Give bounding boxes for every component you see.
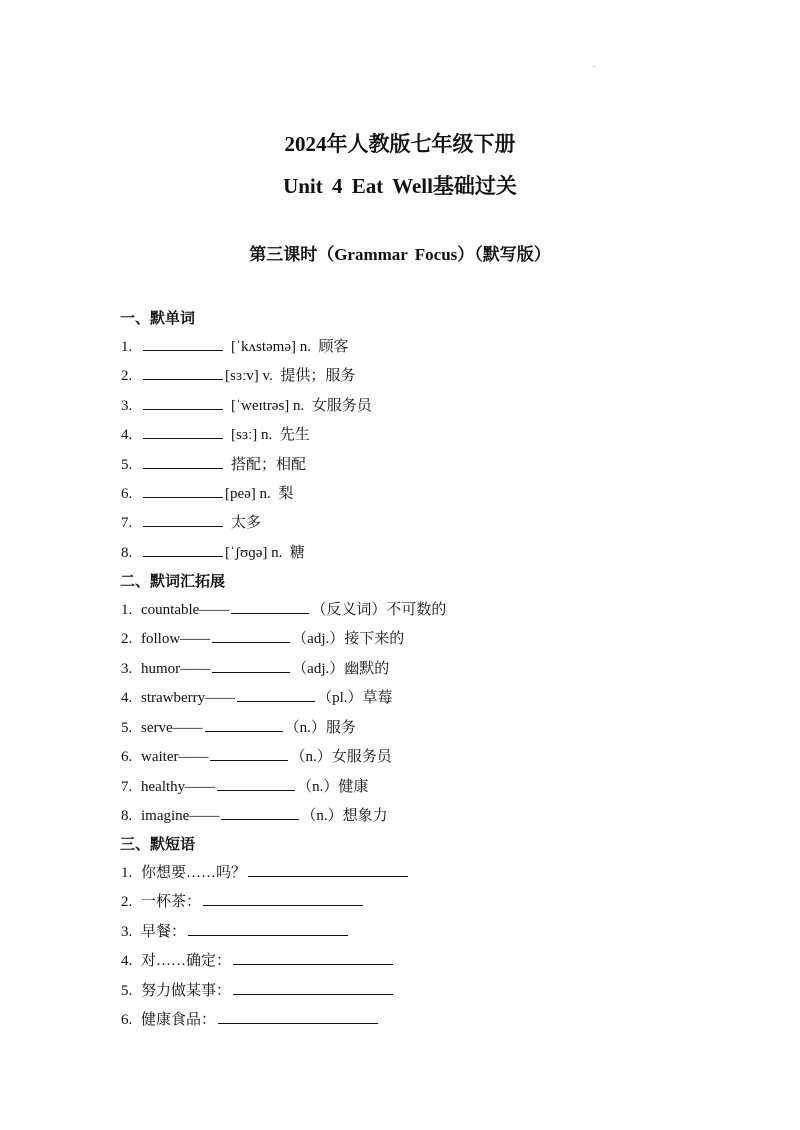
answer-blank[interactable] (143, 366, 223, 380)
page-subtitle: Unit 4 Eat Well基础过关 (283, 174, 517, 198)
item-text: 早餐： (141, 924, 187, 940)
item-number: 3. (121, 661, 133, 677)
answer-blank[interactable] (212, 629, 290, 643)
item-word: follow—— (141, 631, 211, 647)
answer-blank[interactable] (233, 951, 393, 965)
item-text: [ˈkʌstəmə] n. 顾客 (231, 339, 349, 355)
word-item-3 (121, 394, 372, 415)
answer-blank[interactable] (143, 513, 223, 527)
item-text: 努力做某事： (141, 983, 232, 999)
item-word: waiter—— (141, 749, 209, 765)
word-item-7 (121, 511, 261, 532)
item-text: 对……确定： (141, 953, 232, 969)
phrase-item-3 (121, 920, 350, 941)
corner-dot: . (593, 60, 595, 69)
answer-blank[interactable] (205, 718, 283, 732)
item-text: 太多 (231, 515, 262, 531)
answer-blank[interactable] (237, 688, 315, 702)
item-word: humor—— (141, 661, 211, 677)
item-text: 健康食品： (141, 1012, 217, 1028)
item-number: 5. (121, 983, 133, 999)
expansion-item-7 (121, 775, 368, 796)
phrase-item-1 (121, 861, 410, 882)
word-item-2 (121, 364, 355, 385)
answer-blank[interactable] (231, 600, 309, 614)
answer-blank[interactable] (143, 455, 223, 469)
item-number: 4. (121, 953, 133, 969)
item-word: serve—— (141, 720, 203, 736)
item-text: [sɜːv] v. 提供；服务 (225, 368, 356, 384)
item-number: 8. (121, 545, 133, 561)
phrase-item-4 (121, 949, 395, 970)
item-hint: （反义词）不可数的 (311, 602, 447, 618)
item-text: 一杯茶： (141, 894, 202, 910)
expansion-item-5 (121, 716, 356, 737)
answer-blank[interactable] (143, 484, 223, 498)
item-number: 2. (121, 368, 133, 384)
answer-blank[interactable] (210, 747, 288, 761)
item-number: 1. (121, 339, 133, 355)
expansion-item-8 (121, 804, 388, 825)
word-item-8 (121, 541, 305, 562)
word-item-5 (121, 453, 306, 474)
expansion-item-2 (121, 627, 404, 648)
item-hint: （n.）服务 (284, 720, 356, 736)
item-word: strawberry—— (141, 690, 236, 706)
lesson-title: 第三课时（Grammar Focus）（默写版） (249, 245, 551, 264)
item-text: 你想要……吗？ (141, 865, 247, 881)
item-number: 3. (121, 924, 133, 940)
item-number: 5. (121, 457, 133, 473)
answer-blank[interactable] (188, 922, 348, 936)
answer-blank[interactable] (218, 1010, 378, 1024)
phrase-item-6 (121, 1008, 380, 1029)
item-word: healthy—— (141, 779, 216, 795)
item-number: 6. (121, 749, 133, 765)
item-number: 1. (121, 602, 133, 618)
page-title: 2024年人教版七年级下册 (284, 132, 516, 156)
item-number: 5. (121, 720, 133, 736)
item-number: 3. (121, 398, 133, 414)
expansion-item-1 (121, 598, 446, 619)
answer-blank[interactable] (143, 337, 223, 351)
word-item-4 (121, 423, 310, 444)
answer-blank[interactable] (221, 806, 299, 820)
item-hint: （n.）女服务员 (290, 749, 392, 765)
phrase-item-5 (121, 979, 395, 1000)
item-number: 7. (121, 779, 133, 795)
answer-blank[interactable] (203, 892, 363, 906)
item-text: [ˈweɪtrəs] n. 女服务员 (231, 398, 372, 414)
answer-blank[interactable] (143, 396, 223, 410)
item-word: imagine—— (141, 808, 220, 824)
item-text: [peə] n. 梨 (225, 486, 294, 502)
answer-blank[interactable] (143, 425, 223, 439)
item-number: 1. (121, 865, 133, 881)
answer-blank[interactable] (233, 981, 393, 995)
section-heading-words: 一、默单词 (120, 311, 196, 327)
expansion-item-6 (121, 745, 392, 766)
item-number: 4. (121, 690, 133, 706)
item-hint: （pl.）草莓 (317, 690, 393, 706)
item-hint: （adj.）接下来的 (292, 631, 405, 647)
expansion-item-4 (121, 686, 393, 707)
item-text: 搭配；相配 (231, 457, 307, 473)
item-number: 8. (121, 808, 133, 824)
item-word: countable—— (141, 602, 230, 618)
item-number: 7. (121, 515, 133, 531)
item-number: 2. (121, 894, 133, 910)
item-text: [sɜː] n. 先生 (231, 427, 310, 443)
answer-blank[interactable] (212, 659, 290, 673)
expansion-item-3 (121, 657, 389, 678)
section-heading-expansion: 二、默词汇拓展 (120, 574, 226, 590)
word-item-1 (121, 335, 348, 356)
item-hint: （n.）想象力 (301, 808, 388, 824)
section-heading-phrases: 三、默短语 (120, 837, 196, 853)
item-hint: （adj.）幽默的 (292, 661, 390, 677)
item-number: 2. (121, 631, 133, 647)
word-item-6 (121, 482, 293, 503)
phrase-item-2 (121, 890, 365, 911)
answer-blank[interactable] (143, 543, 223, 557)
item-number: 6. (121, 486, 133, 502)
answer-blank[interactable] (217, 777, 295, 791)
item-hint: （n.）健康 (297, 779, 369, 795)
item-number: 4. (121, 427, 133, 443)
item-text: [ˈʃʊɡə] n. 糖 (225, 545, 305, 561)
answer-blank[interactable] (248, 863, 408, 877)
item-number: 6. (121, 1012, 133, 1028)
